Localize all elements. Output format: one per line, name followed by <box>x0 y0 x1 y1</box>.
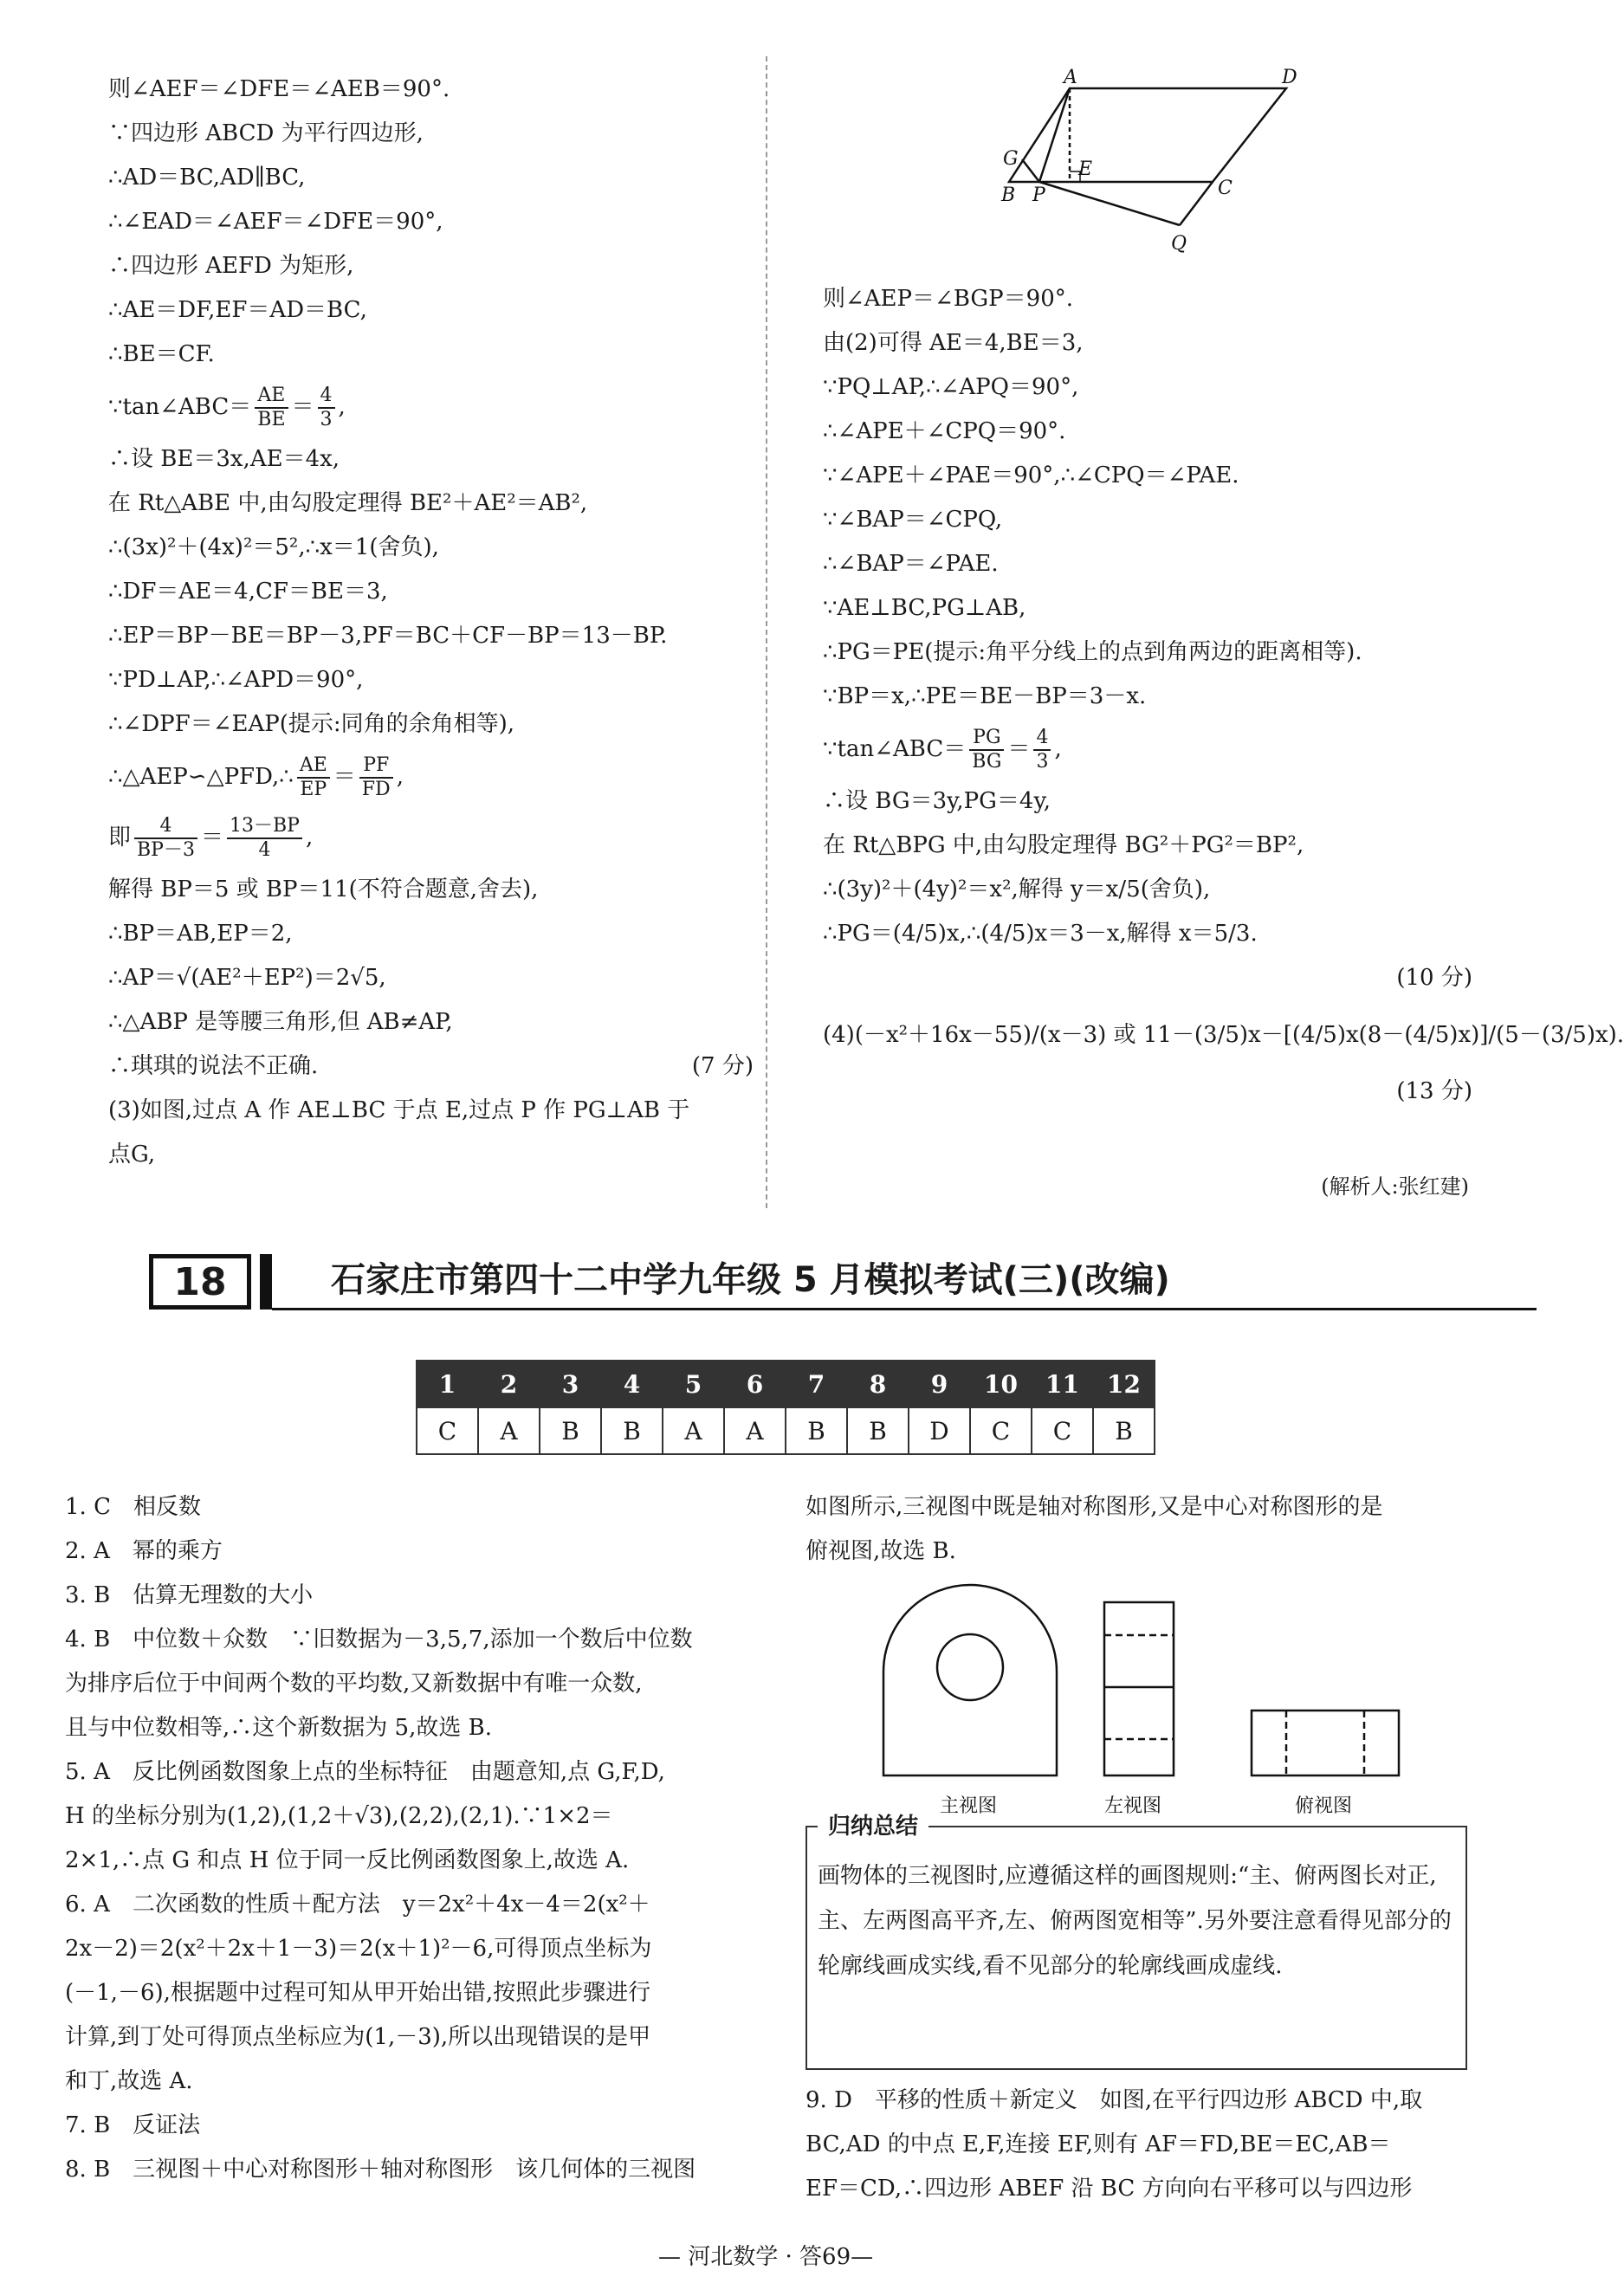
text-line: ∵PQ⊥AP,∴∠APQ＝90°, <box>823 374 1079 400</box>
fraction: $\frac{AE}{BE}$ <box>255 385 288 431</box>
text-line: 在 Rt△ABE 中,由勾股定理得 BE²＋AE²＝AB², <box>108 490 588 516</box>
right-column <box>823 277 1624 1114</box>
explanations-right <box>806 1485 1481 1574</box>
text-line: 5. A 反比例函数图象上点的坐标特征 由题意知,点 G,F,D, <box>65 1759 665 1785</box>
section-header <box>149 1254 1379 1315</box>
answer-letter: B <box>540 1407 601 1454</box>
score-10: (10 分) <box>1396 965 1472 991</box>
text-line: 8. B 三视图＋中心对称图形＋轴对称图形 该几何体的三视图 <box>65 2157 696 2183</box>
left-bottom-lines <box>108 868 754 1044</box>
answer-letter: B <box>786 1407 847 1454</box>
answer-number: 7 <box>786 1361 847 1407</box>
text-line: ∴PG＝PE(提示:角平分线上的点到角两边的距离相等). <box>823 639 1362 665</box>
fraction: $\frac{PF}{FD}$ <box>359 754 393 801</box>
text-line: 如图所示,三视图中既是轴对称图形,又是中心对称图形的是 <box>806 1494 1383 1520</box>
column-divider <box>766 56 767 1208</box>
text-line: ∵BP＝x,∴PE＝BE－BP＝3－x. <box>823 683 1147 709</box>
parallelogram-figure <box>987 69 1317 260</box>
text-line: 点G, <box>108 1142 156 1167</box>
answer-number: 4 <box>601 1361 663 1407</box>
answer-letter: A <box>478 1407 540 1454</box>
text-line: ∴AD＝BC,AD∥BC, <box>108 165 306 191</box>
text-line: ∴∠EAD＝∠AEF＝∠DFE＝90°, <box>108 209 443 235</box>
answer-letter: C <box>970 1407 1032 1454</box>
tan-line-left: ∵tan∠ABC＝ $\frac{AE}{BE}$ ＝ $\frac{4}{3}$ , <box>108 385 346 430</box>
answer-letter: A <box>663 1407 724 1454</box>
label-Q: Q <box>1171 233 1187 255</box>
left-top-lines <box>108 68 754 377</box>
answer-letter: C <box>417 1407 478 1454</box>
left-column <box>108 68 754 1177</box>
text-line: ∴∠APE＋∠CPQ＝90°. <box>823 418 1066 444</box>
score-13-line <box>823 1070 1472 1114</box>
text-line: 在 Rt△BPG 中,由勾股定理得 BG²＋PG²＝BP², <box>823 832 1304 858</box>
text-line: ∵∠APE＋∠PAE＝90°,∴∠CPQ＝∠PAE. <box>823 462 1239 488</box>
label-B: B <box>1001 184 1016 206</box>
text-line: 由(2)可得 AE＝4,BE＝3, <box>823 330 1084 356</box>
section-number: 18 <box>149 1254 251 1310</box>
text-line: H 的坐标分别为(1,2),(1,2＋√3),(2,2),(2,1).∵1×2＝ <box>65 1803 613 1829</box>
text-line: 则∠AEF＝∠DFE＝∠AEB＝90°. <box>108 76 450 102</box>
text-line: ∴(3x)²＋(4x)²＝5²,∴x＝1(舍负), <box>108 534 439 560</box>
summary-title: 归纳总结 <box>818 1808 928 1840</box>
byline: (解析人:张红建) <box>1321 1174 1469 1199</box>
fraction: $\frac{AE}{EP}$ <box>297 754 330 801</box>
explanations-left <box>65 1485 758 2192</box>
text-line: ∴设 BE＝3x,AE＝4x, <box>108 446 340 472</box>
fraction: $\frac{13-BP}{4}$ <box>227 815 302 862</box>
conclusion-line: ∴琪琪的说法不正确. (7 分) <box>108 1044 754 1089</box>
fraction: $\frac{4}{3}$ <box>1033 727 1051 773</box>
section-title: 石家庄市第四十二中学九年级 5 月模拟考试(三)(改编) <box>331 1260 1170 1300</box>
text-line: BC,AD 的中点 E,F,连接 EF,则有 AF＝FD,BE＝EC,AB＝ <box>806 2131 1391 2157</box>
right-mid-lines <box>823 779 1472 956</box>
text-line: ∴四边形 AEFD 为矩形, <box>108 253 354 279</box>
answer-letter: B <box>601 1407 663 1454</box>
text-line: 和丁,故选 A. <box>65 2068 193 2094</box>
answer-number: 2 <box>478 1361 540 1407</box>
text-line: ∴EP＝BP－BE＝BP－3,PF＝BC＋CF－BP＝13－BP. <box>108 623 668 649</box>
title-rule <box>272 1308 1537 1310</box>
text-line: 6. A 二次函数的性质＋配方法 y＝2x²＋4x－4＝2(x²＋ <box>65 1892 650 1918</box>
label-P: P <box>1032 184 1045 206</box>
text-line: (－1,－6),根据题中过程可知从甲开始出错,按照此步骤进行 <box>65 1980 651 2006</box>
text-line: ∴DF＝AE＝4,CF＝BE＝3, <box>108 579 388 605</box>
text-line: ∴BE＝CF. <box>108 341 215 367</box>
similar-line: ∴△AEP∽△PFD,∴ $\frac{AE}{EP}$ ＝ $\frac{PF}{FD}$ , <box>108 754 404 800</box>
answer-letter: D <box>909 1407 970 1454</box>
text-line: ∵∠BAP＝∠CPQ, <box>823 507 1003 533</box>
left-mid-lines <box>108 437 754 747</box>
answer-letter: C <box>1032 1407 1093 1454</box>
answer-number: 8 <box>847 1361 909 1407</box>
answer-letter: B <box>1093 1407 1155 1454</box>
fraction: $\frac{4}{BP-3}$ <box>134 815 197 862</box>
label-A: A <box>1064 67 1077 88</box>
text-line: ∵PD⊥AP,∴∠APD＝90°, <box>108 667 364 693</box>
text-line: 2×1,∴点 G 和点 H 位于同一反比例函数图象上,故选 A. <box>65 1847 630 1873</box>
text-line: ∵AE⊥BC,PG⊥AB, <box>823 595 1026 621</box>
section-bar <box>260 1254 272 1310</box>
explanations-right-bottom <box>806 2079 1481 2211</box>
answer-table <box>416 1360 1155 1455</box>
text-line: 4. B 中位数＋众数 ∵旧数据为－3,5,7,添加一个数后中位数 <box>65 1627 693 1652</box>
text-line: ∴∠BAP＝∠PAE. <box>823 551 999 577</box>
text-line: ∴△ABP 是等腰三角形,但 AB≠AP, <box>108 1009 453 1035</box>
score-10-line <box>823 956 1472 1000</box>
text-line: 1. C 相反数 <box>65 1494 201 1520</box>
text-line: 3. B 估算无理数的大小 <box>65 1582 314 1608</box>
text-line: 俯视图,故选 B. <box>806 1538 956 1564</box>
text-line: ∴PG＝(4/5)x,∴(4/5)x＝3－x,解得 x＝5/3. <box>823 921 1258 947</box>
right-top-lines <box>823 277 1472 719</box>
answer-number: 5 <box>663 1361 724 1407</box>
answer-letters-row <box>417 1407 1155 1454</box>
left-view-label: 左视图 <box>1104 1795 1162 1817</box>
top-view-label: 俯视图 <box>1295 1795 1353 1817</box>
text-line: ∴BP＝AB,EP＝2, <box>108 921 293 947</box>
label-C: C <box>1218 178 1233 199</box>
text-line: 2. A 幂的乘方 <box>65 1538 223 1564</box>
answer-number: 11 <box>1032 1361 1093 1407</box>
summary-text: 画物体的三视图时,应遵循这样的画图规则:“主、俯两图长对正,主、左两图高平齐,左、俯两图宽相等”.另外要注意看得见部分的轮廓线画成实线,看不见部分的轮廓线画成虚线. <box>818 1863 1452 1979</box>
answer-number: 9 <box>909 1361 970 1407</box>
label-E: E <box>1078 158 1093 180</box>
fraction: $\frac{4}{3}$ <box>318 385 335 431</box>
text-line: 且与中位数相等,∴这个新数据为 5,故选 B. <box>65 1715 492 1741</box>
answer-letter: B <box>847 1407 909 1454</box>
text-line: ∴(3y)²＋(4y)²＝x²,解得 y＝x/5(舍负), <box>823 876 1211 902</box>
text-line: ∴设 BG＝3y,PG＝4y, <box>823 788 1051 814</box>
text-line: 9. D 平移的性质＋新定义 如图,在平行四边形 ABCD 中,取 <box>806 2087 1423 2113</box>
text-line: 计算,到丁处可得顶点坐标应为(1,－3),所以出现错误的是甲 <box>65 2024 651 2050</box>
answer-numbers-row <box>417 1361 1155 1407</box>
answer-number: 1 <box>417 1361 478 1407</box>
answer-letter: A <box>724 1407 786 1454</box>
score-7: (7 分) <box>691 1053 754 1079</box>
label-G: G <box>1003 148 1019 170</box>
ji-line: 即 $\frac{4}{BP-3}$ ＝ $\frac{13-BP}{4}$ , <box>108 815 314 861</box>
text-line: ∴AP＝√(AE²＋EP²)＝2√5, <box>108 965 386 991</box>
text-line: ∴AE＝DF,EF＝AD＝BC, <box>108 297 367 323</box>
answer-number: 3 <box>540 1361 601 1407</box>
summary-box <box>806 1814 1467 2070</box>
page-footer: — 河北数学 · 答69— <box>658 2244 874 2270</box>
three-views-figure <box>866 1585 1420 1819</box>
answer-number: 10 <box>970 1361 1032 1407</box>
text-line: 7. B 反证法 <box>65 2112 201 2138</box>
score-13: (13 分) <box>1396 1078 1472 1104</box>
fraction: $\frac{PG}{BG}$ <box>969 727 1004 773</box>
answer-number: 6 <box>724 1361 786 1407</box>
text-line: ∵四边形 ABCD 为平行四边形, <box>108 120 424 146</box>
label-D: D <box>1282 67 1297 88</box>
text-line: 则∠AEP＝∠BGP＝90°. <box>823 286 1074 312</box>
part4-line: (4)(－x²＋16x－55)/(x－3) 或 11－(3/5)x－[(4/5)x(8－(4/5)x)]/(5－(3/5)x). <box>823 1022 1624 1048</box>
text-line: 2x－2)＝2(x²＋2x＋1－3)＝2(x＋1)²－6,可得顶点坐标为 <box>65 1936 652 1962</box>
answer-number: 12 <box>1093 1361 1155 1407</box>
text-line: 为排序后位于中间两个数的平均数,又新数据中有唯一众数, <box>65 1671 643 1697</box>
text-line: (3)如图,过点 A 作 AE⊥BC 于点 E,过点 P 作 PG⊥AB 于 <box>108 1097 690 1123</box>
front-view-label: 主视图 <box>940 1795 998 1817</box>
text-line: ∴∠DPF＝∠EAP(提示:同角的余角相等), <box>108 711 515 737</box>
tan-line-right: ∵tan∠ABC＝ $\frac{PG}{BG}$ ＝ $\frac{4}{3}$ , <box>823 727 1062 773</box>
text-line: EF＝CD,∴四边形 ABEF 沿 BC 方向向右平移可以与四边形 <box>806 2176 1413 2202</box>
text-line: 解得 BP＝5 或 BP＝11(不符合题意,舍去), <box>108 876 539 902</box>
part3-lines <box>108 1089 754 1177</box>
